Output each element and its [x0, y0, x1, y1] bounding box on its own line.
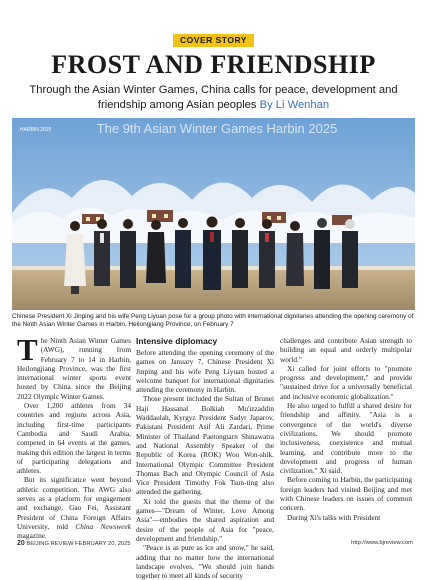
subtitle [18, 83, 409, 113]
paragraph-text: But its significance went beyond athletic competition. The AWG also serves as a platform for engagement and exchange, Gao Fei, Assistant President of China Foreign Affairs University, told [17, 475, 131, 531]
paragraph-text: he Ninth Asian Winter Games (AWG), running from February 7 to 14 in Harbin, Heilongjiang Province, was the first international winter sports event hosted by China since the Beijing 2022 Olympic Winter Games. [17, 336, 131, 401]
drop-cap: T [17, 332, 38, 367]
paragraph: He also urged to fulfill a shared desire for friendship and affinity. "Asia is a convergence of the world's diverse civilizations. We should promote inclusiveness, coexistence and mutual learning, and contribute more to the development and progress of human civilization." Xi said. [280, 401, 412, 476]
paragraph: "Peace is as pure as ice and snow," he said, adding that no matter how the international landscape evolves, "We should join hands together to meet all kinds of security [136, 543, 274, 580]
page-number: 20 [17, 540, 25, 547]
publication-info: BEIJING REVIEW FEBRUARY 20, 2025 [26, 541, 131, 547]
article-column-1 [17, 332, 131, 541]
paragraph: Before coming to Harbin, the participating foreign leaders had visited Beijing and met with Chinese leaders on issues of common concern. [280, 475, 412, 513]
paragraph: Those present included the Sultan of Brunei Haji Hassanal Bolkiah Mu'izzaddin Waddaulah, Kyrgyz President Sadyr Japarov, Pakistani President Asif Ali Zardari, Prime Minister of Thailand Paetongtarn Shinawatra and National Assembly Speaker of the Republic of Korea (ROK) Woo Won-shik. International Olympic Committee President Thomas Bach and Olympic Council of Asia Vice President Timothy Fok Tsun-ting also attended the gathering. [136, 394, 274, 497]
website-url: http://www.bjreview.com [351, 540, 413, 546]
article-column-2 [136, 336, 274, 580]
article-column-3 [280, 336, 412, 522]
photo-caption: Chinese President Xi Jinping and his wife Peng Liyuan pose for a group photo with international dignitaries attending the opening ceremony of the Ninth Asian Winter Games in Harbin, Heilongjiang Province, on February 7 [12, 313, 414, 328]
paragraph [17, 475, 131, 540]
section-subhead: Intensive diplomacy [136, 336, 218, 346]
paragraph: Before attending the opening ceremony of the games on January 7, Chinese President Xi Jinping and his wife Peng Liyuan hosted a welcome banquet for international dignitaries attending the ceremony in Harbin. [136, 348, 274, 395]
footer-left [17, 540, 131, 547]
paragraph: Xi told the guests that the theme of the games—"Dream of Winter, Love Among Asia"—embodies the shared aspiration and desire of the people of Asia for "peace, development and friendship." [136, 496, 274, 543]
publication-name: China Newsweek [75, 521, 131, 531]
section-badge: COVER STORY [173, 34, 254, 47]
byline: By Li Wenhan [259, 99, 330, 111]
paragraph [17, 332, 131, 401]
paragraph: Xi called for joint efforts to "promote progress and development," and provide "sustained drive for a universally beneficial and inclusive economic globalization." [280, 363, 412, 401]
paragraph: Over 1,200 athletes from 34 countries and regions across Asia, including first-time participants Cambodia and Saudi Arabia, competed in 64 events at the games, making this edition the largest in terms of participating delegations and athletes. [17, 401, 131, 476]
group-photo [12, 118, 415, 310]
banner-small: HARBIN 2025 [20, 127, 52, 133]
paragraph: During Xi's talks with President [287, 512, 381, 522]
paragraph-text: magazine. [17, 531, 47, 541]
banner-large: The 9th Asian Winter Games Harbin 2025 [96, 121, 338, 136]
paragraph: challenges and contribute Asian strength to building an equal and orderly multipolar world." [280, 336, 412, 364]
page-title: FROST AND FRIENDSHIP [51, 50, 376, 79]
subtitle-text: Through the Asian Winter Games, China calls for peace, development and friendship among Asian peoples [29, 84, 398, 111]
